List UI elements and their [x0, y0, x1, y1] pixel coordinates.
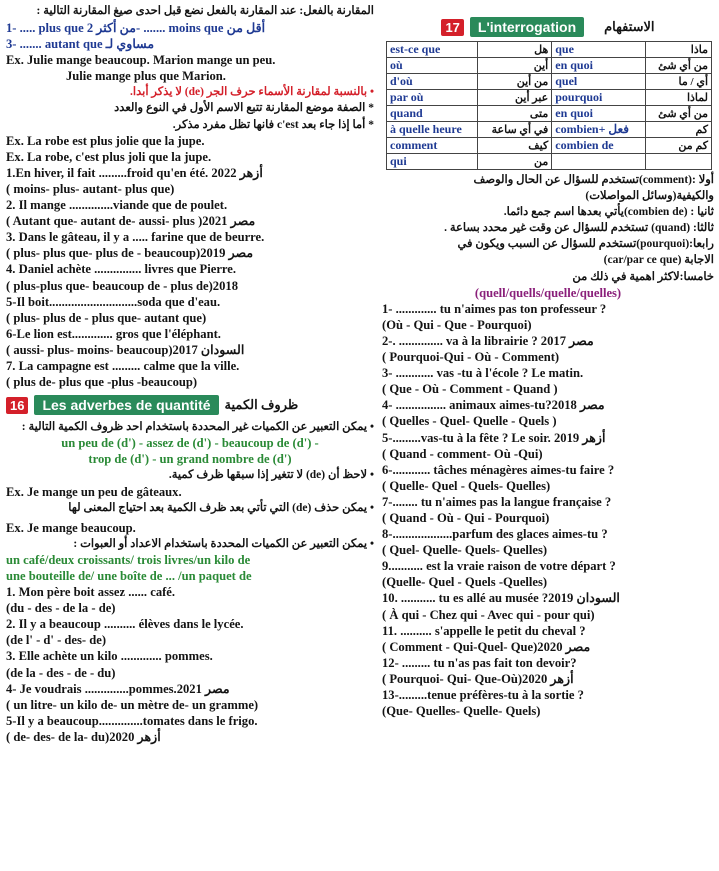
exercise-question: 3. Dans le gâteau, il y a ..... farine que de beurre.	[6, 230, 265, 245]
exercise-question: 12- ......... tu n'as pas fait ton devoir?	[382, 655, 577, 670]
exercise-choices: ( plus- plus de - plus que- autant que)	[6, 310, 207, 325]
exercise-question: 4- ................ animaux aimes-tu?2018 مصر	[382, 398, 605, 413]
lesson-number-badge: 17	[441, 19, 463, 36]
lesson-number-badge: 16	[6, 397, 28, 414]
question-word-french: en quoi	[552, 58, 646, 74]
quantity-list-1: un café/deux croissants/ trois livres/un kilo de	[6, 552, 251, 567]
question-word-french: quand	[387, 106, 478, 122]
question-word-arabic: هل	[478, 42, 552, 58]
question-word-french: combien de	[552, 138, 646, 154]
question-word-arabic: كم	[646, 122, 712, 138]
exercise-question: 2-. .............. va à la librairie ? 2017 مصر	[382, 333, 594, 348]
lesson-title-arabic: ظروف الكمية	[224, 397, 299, 413]
question-words-row	[387, 138, 712, 154]
question-word-french: par où	[387, 90, 478, 106]
question-word-arabic: ماذا	[646, 42, 712, 58]
exercise-question: 13-.........tenue préfères-tu à la sortie ?	[382, 688, 584, 702]
adverbs-rule-4: • يمكن التعبير عن الكميات المحددة باستخدام الاعداد أو العبوات :	[73, 537, 374, 550]
exercise-choices: ( un litre- un kilo de- un mètre de- un gramme)	[6, 697, 259, 712]
question-word-arabic: أي / ما	[646, 74, 712, 90]
exercise-question: 3- ............ vas -tu à l'école ? Le matin.	[382, 366, 584, 381]
note-line: رابعا:(pourquoi)تستخدم للسؤال عن السبب ويكون في	[457, 238, 714, 251]
question-word-french: combien+ فعل	[552, 122, 646, 138]
question-word-arabic	[646, 154, 712, 170]
question-words-row	[387, 122, 712, 138]
exercise-question: 1.En hiver, il fait .........froid qu'en été. 2022 أزهر	[6, 165, 263, 180]
interrogation-header	[382, 16, 714, 38]
exercise-choices: (Où - Qui - Que - Pourquoi)	[382, 317, 532, 332]
exercise-choices: (Que- Quelles- Quelle- Quels)	[382, 704, 541, 719]
comparison-formula-2: 3- ....... autant que مساوي لـ	[6, 37, 155, 52]
exercise-question: 3. Elle achète un kilo ............. pommes.	[6, 649, 213, 664]
exercise-question: 7. La campagne est ......... calme que la ville.	[6, 358, 240, 373]
comparison-formula-1: 1- ..... plus que من أكثر 2- ....... moins que أقل من	[6, 21, 266, 35]
adverbs-rule-3: • يمكن حذف (de) التي تأتي بعد ظرف الكمية بعد احتياج المعنى لها	[68, 501, 374, 514]
question-word-french: d'où	[387, 74, 478, 90]
exercise-choices: ( Quel- Quelle- Quels- Quelles)	[382, 543, 548, 558]
exercise-choices: ( aussi- plus- moins- beaucoup)2017 السودان	[6, 342, 245, 357]
exercise-choices: ( Quelles - Quel- Quelle - Quels )	[382, 414, 557, 429]
question-word-french: qui	[387, 154, 478, 170]
exercise-choices: ( Comment - Qui-Quel- Que)2020 مصر	[382, 639, 591, 654]
adverbs-list-2: trop de (d') - un grand nombre de (d')	[88, 452, 292, 467]
lesson-title-arabic: الاستفهام	[604, 19, 655, 34]
adjective-example-1: Ex. La robe est plus jolie que la jupe.	[6, 133, 205, 148]
question-word-arabic: لماذا	[646, 90, 712, 106]
exercise-choices: ( Pourquoi- Qui- Que-Où)2020 أزهر	[382, 671, 574, 686]
exercise-choices: ( plus de- plus que -plus -beaucoup)	[6, 375, 198, 390]
adverbs-example-2: Ex. Je mange beaucoup.	[6, 520, 136, 535]
note-line: خامسا:لاكثر اهمية في ذلك من	[572, 270, 714, 283]
exercise-choices: (Quelle- Quel - Quels -Quelles)	[382, 575, 548, 590]
exercise-question: 8-...................parfum des glaces aimes-tu ?	[382, 527, 608, 542]
exercise-choices: ( À qui - Chez qui - Avec qui - pour qui)	[382, 607, 595, 622]
exercise-choices: ( de- des- de la- du)2020 أزهر	[6, 729, 161, 744]
question-word-arabic: عبر أين	[478, 90, 552, 106]
exercise-choices: ( Quelle- Quel - Quels- Quelles)	[382, 478, 551, 493]
note-line: الاجابة (car/par ce que)	[603, 254, 714, 267]
question-word-arabic: أين	[478, 58, 552, 74]
comparison-title: المقارنة بالفعل: عند المقارنة بالفعل نضع قبل احدى صيغ المقارنة التالية :	[36, 5, 374, 17]
exercise-question: 2. Il y a beaucoup .......... élèves dans le lycée.	[6, 617, 244, 632]
adverbs-rule-1: • يمكن التعبير عن الكميات غير المحددة باستخدام احد ظروف الكمية التالية :	[21, 421, 374, 434]
exercise-question: 2. Il mange ..............viande que de poulet.	[6, 198, 228, 213]
question-word-french: comment	[387, 138, 478, 154]
adverbs-header	[6, 394, 374, 416]
question-words-row	[387, 90, 712, 106]
lesson-title-banner: Les adverbes de quantité	[34, 395, 218, 415]
left-column	[6, 4, 374, 745]
note-line: والكيفية(وسائل المواصلات)	[585, 190, 714, 203]
exercise-question: 6-Le lion est............. gros que l'éléphant.	[6, 326, 221, 341]
question-word-arabic: في أي ساعة	[478, 122, 552, 138]
exercise-choices: (du - des - de la - de)	[6, 601, 116, 616]
exercise-question: 1. Mon père boit assez ...... café.	[6, 585, 176, 600]
question-word-arabic: من	[478, 154, 552, 170]
question-words-row	[387, 106, 712, 122]
question-words-row	[387, 74, 712, 90]
question-words-row	[387, 58, 712, 74]
lesson-title-banner: L'interrogation	[470, 17, 584, 37]
exercise-choices: ( Quand - comment- Où -Qui)	[382, 446, 543, 461]
exercise-question: 10. ........... tu es allé au musée ?2019 السودان	[382, 591, 620, 606]
question-word-arabic: من أي شئ	[646, 106, 712, 122]
question-word-french: pourquoi	[552, 90, 646, 106]
exercise-question: 4- Je voudrais ..............pommes.2021 مصر	[6, 681, 230, 696]
question-words-row	[387, 42, 712, 58]
question-words-table	[386, 41, 712, 170]
exercise-choices: ( Pourquoi-Qui - Où - Comment)	[382, 350, 560, 365]
exercise-choices: ( Que - Où - Comment - Quand )	[382, 382, 558, 397]
comparison-rule-2: * الصفة موضع المقارنة تتبع الاسم الأول في النوع والعدد	[114, 102, 374, 115]
exercise-choices: ( moins- plus- autant- plus que)	[6, 181, 175, 196]
exercise-choices: ( Quand - Où - Qui - Pourquoi)	[382, 510, 550, 525]
exercise-question: 5-Il y a beaucoup..............tomates dans le frigo.	[6, 713, 258, 728]
right-column	[382, 4, 714, 719]
question-words-row	[387, 154, 712, 170]
exercise-question: 1- ............. tu n'aimes pas ton professeur ?	[382, 301, 607, 316]
adjective-example-2: Ex. La robe, c'est plus joli que la jupe.	[6, 149, 212, 164]
question-word-arabic: من أي شئ	[646, 58, 712, 74]
question-word-french: en quoi	[552, 106, 646, 122]
question-word-arabic: كيف	[478, 138, 552, 154]
exercise-question: 11. .......... s'appelle le petit du cheval ?	[382, 623, 586, 638]
exercise-choices: ( plus- plus que- plus de - beaucoup)2019 مصر	[6, 246, 254, 261]
question-word-french: que	[552, 42, 646, 58]
exercise-question: 9........... est la vraie raison de votre départ ?	[382, 559, 616, 574]
exercise-question: 5-Il boit............................soda que d'eau.	[6, 294, 221, 309]
comparison-rule-1: • بالنسبة لمقارنة الأسماء حرف الجر (de) لا يذكر أبدا.	[130, 86, 374, 99]
adverbs-rule-2: • لاحظ أن (de) لا تتغير إذا سبقها ظرف كمية.	[168, 469, 374, 482]
exercise-question: 5-.........vas-tu à la fête ? Le soir. 2019 أزهر	[382, 430, 606, 445]
exercise-choices: ( plus-plus que- beaucoup de - plus de)2018	[6, 278, 238, 293]
question-word-french: où	[387, 58, 478, 74]
exercise-question: 6-............ tâches ménagères aimes-tu faire ?	[382, 462, 615, 477]
question-word-french: est-ce que	[387, 42, 478, 58]
note-line: ثانيا : (combien de)يأتي بعدها اسم جمع دائما.	[503, 206, 714, 219]
exercise-choices: ( Autant que- autant de- aussi- plus )2021 مصر	[6, 214, 256, 229]
exercise-choices: (de la - des - de - du)	[6, 665, 116, 680]
exercise-question: 7-........ tu n'aimes pas la langue française ?	[382, 494, 612, 509]
comparison-rule-3: * أما إذا جاء بعد c'est فانها تظل مفرد مذكر.	[172, 118, 374, 131]
question-word-arabic: متى	[478, 106, 552, 122]
exercise-choices: (de l' - d' - des- de)	[6, 633, 107, 648]
adverbs-example-1: Ex. Je mange un peu de gâteaux.	[6, 484, 182, 499]
exercise-question: 4. Daniel achète ............... livres que Pierre.	[6, 262, 237, 277]
quel-forms: (quell/quells/quelle/quelles)	[474, 285, 622, 300]
question-word-french: quel	[552, 74, 646, 90]
question-word-french: à quelle heure	[387, 122, 478, 138]
question-word-arabic: كم من	[646, 138, 712, 154]
question-word-arabic: من أين	[478, 74, 552, 90]
note-line: أولا :(comment)تستخدم للسؤال عن الحال والوصف	[473, 174, 714, 186]
comparison-example-2: Julie mange plus que Marion.	[66, 69, 226, 84]
adverbs-list-1: un peu de (d') - assez de (d') - beaucoup de (d') -	[61, 436, 319, 451]
comparison-example-1: Ex. Julie mange beaucoup. Marion mange un peu.	[6, 53, 276, 68]
note-line: ثالثا: (quand) تستخدم للسؤال عن وقت غير محدد بساعة .	[444, 222, 714, 235]
question-word-french	[552, 154, 646, 170]
quantity-list-2: une bouteille de/ une boîte de ... /un paquet de	[6, 569, 252, 583]
